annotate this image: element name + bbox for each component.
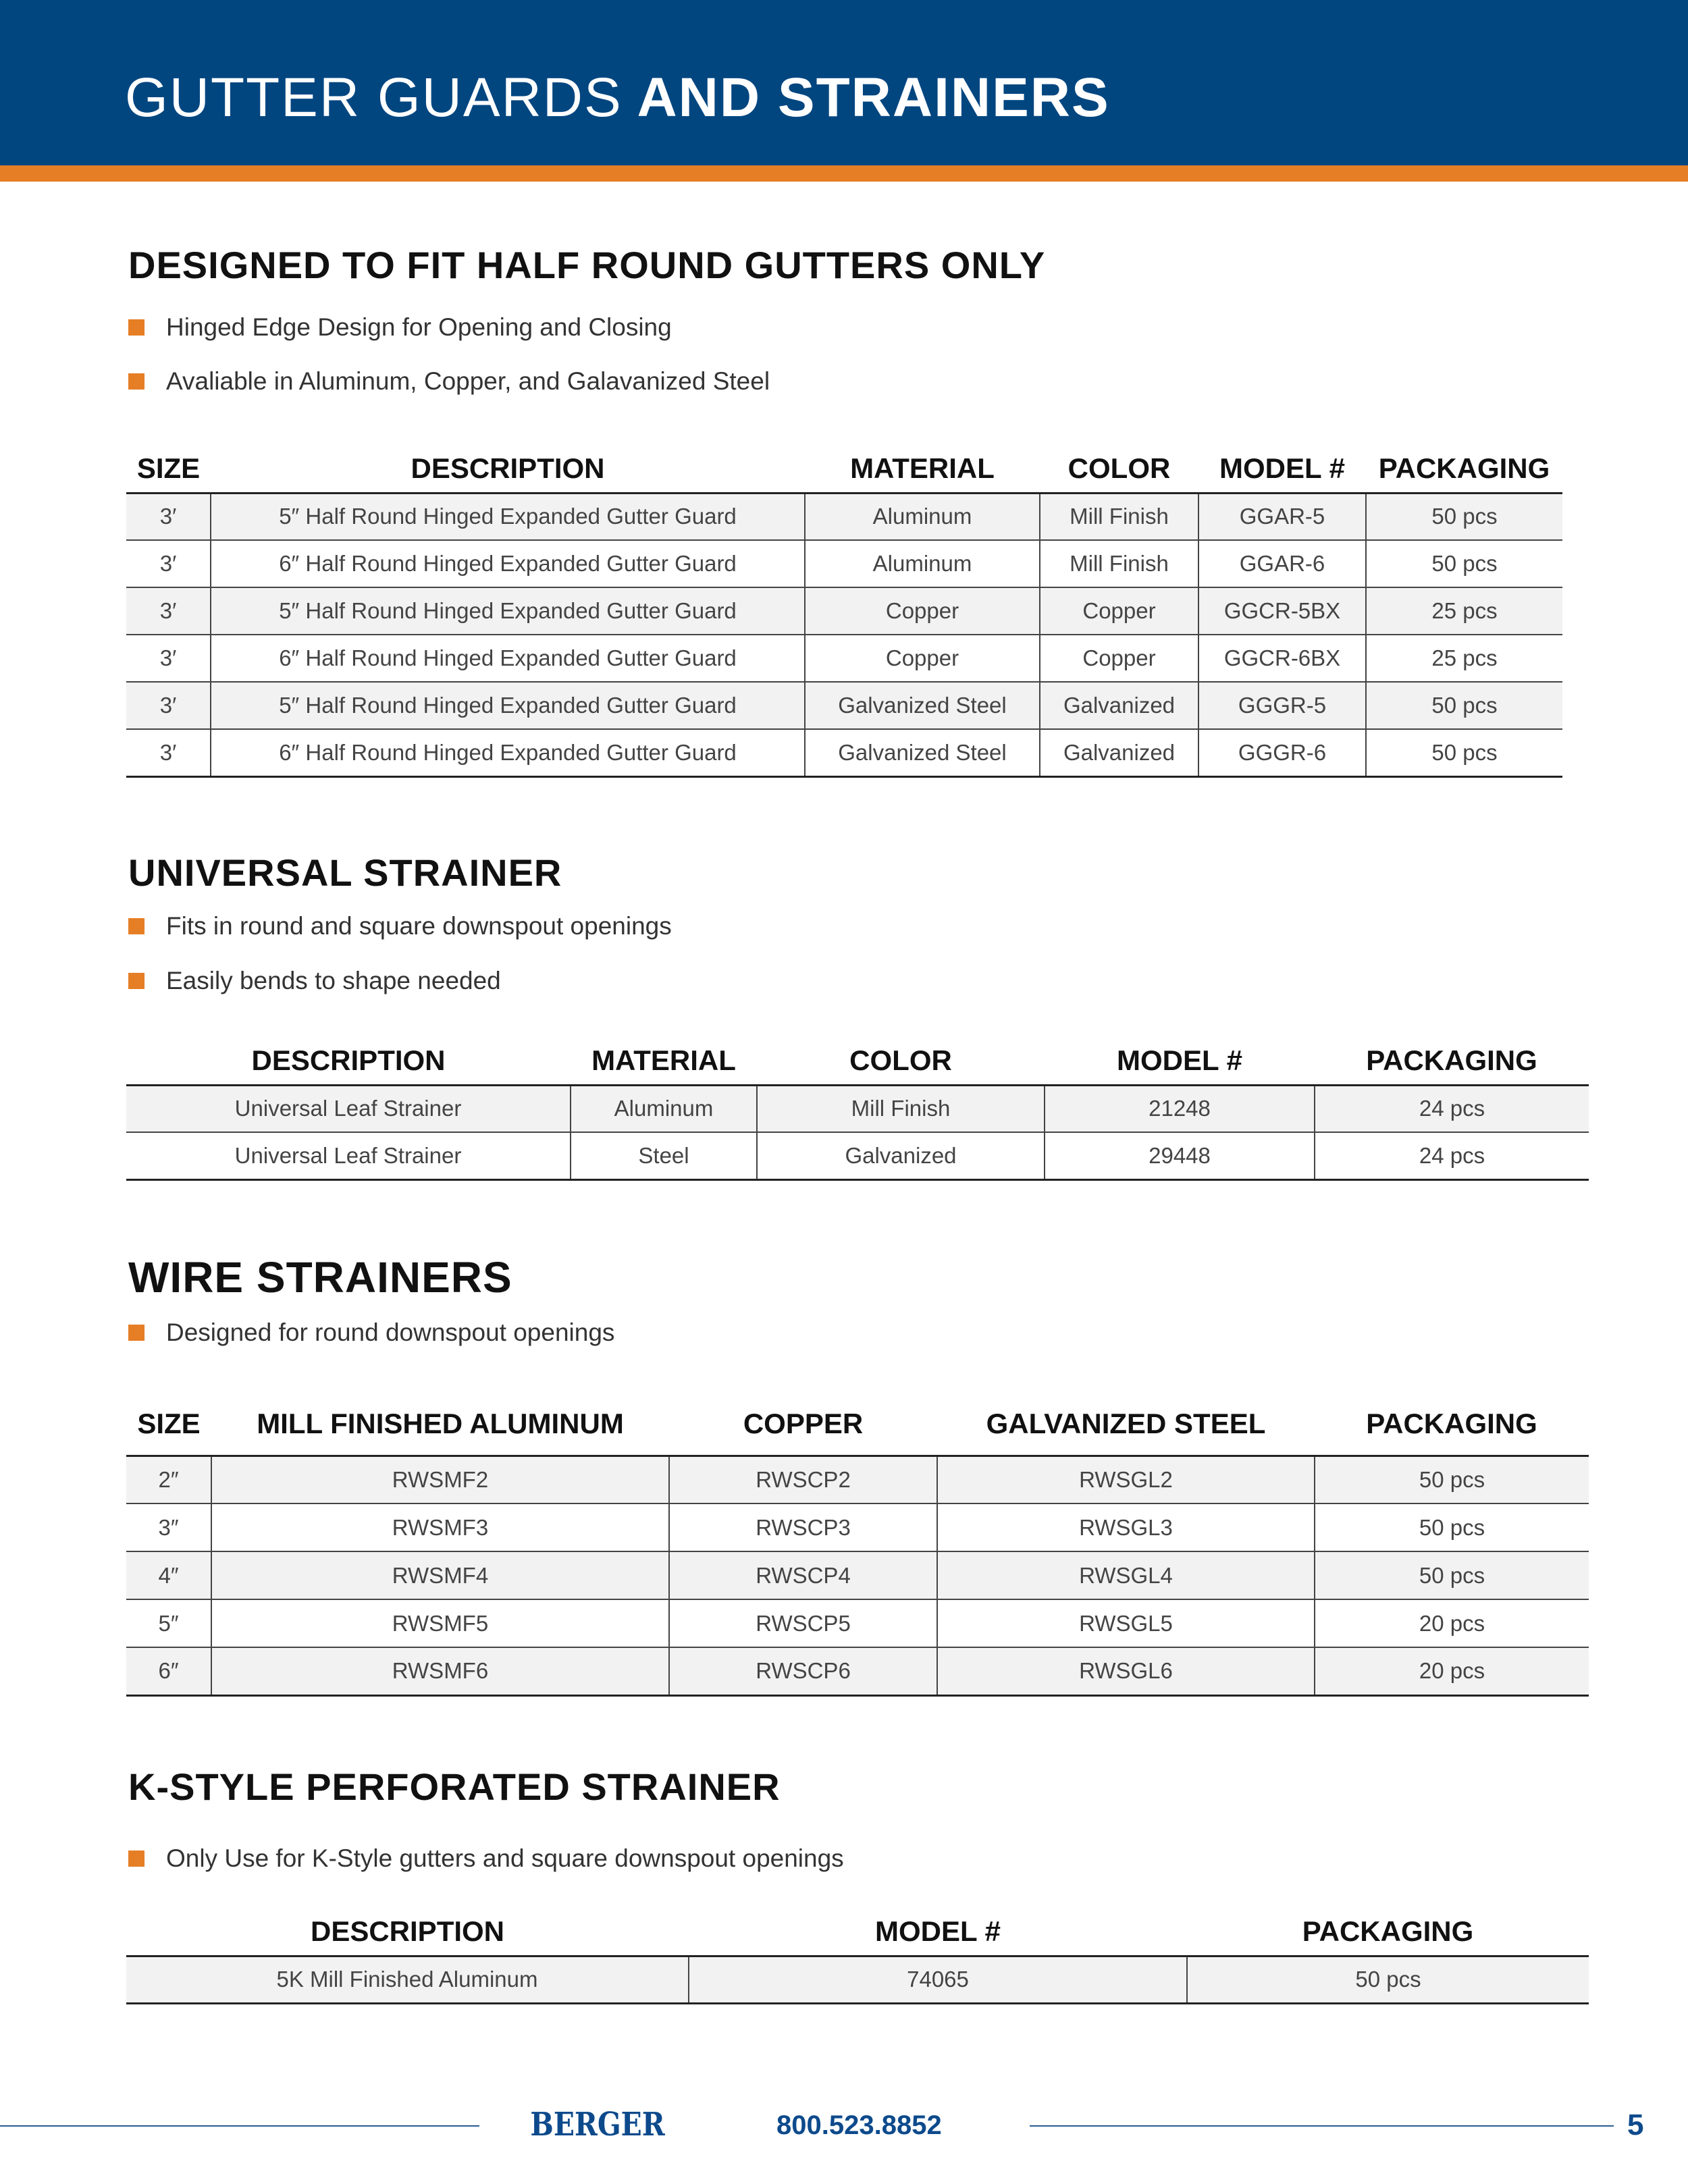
bullet-text: Avaliable in Aluminum, Copper, and Galavanized Steel (166, 367, 770, 395)
table-row (126, 1503, 1589, 1551)
cell-packaging: 24 pcs (1315, 1132, 1589, 1179)
column-header-description: DESCRIPTION (126, 1909, 689, 1956)
cell-galvanized-model: RWSGL2 (937, 1456, 1315, 1503)
table-header-row (126, 1393, 1589, 1456)
cell-description: 5″ Half Round Hinged Expanded Gutter Guard (211, 493, 805, 540)
cell-material: Aluminum (805, 493, 1040, 540)
cell-packaging: 20 pcs (1315, 1599, 1589, 1647)
cell-aluminum-model: RWSMF4 (211, 1551, 669, 1599)
cell-model: GGAR-5 (1198, 493, 1366, 540)
cell-packaging: 50 pcs (1366, 540, 1562, 587)
cell-aluminum-model: RWSMF3 (211, 1503, 669, 1551)
cell-description: Universal Leaf Strainer (126, 1132, 571, 1179)
cell-size: 4″ (126, 1551, 211, 1599)
table-row (126, 1132, 1589, 1179)
universal-strainer-table (126, 1038, 1589, 1181)
bullet-item (128, 1842, 844, 1875)
page-number: 5 (1627, 2108, 1644, 2141)
section-heading-universal-strainer: UNIVERSAL STRAINER (128, 851, 562, 894)
column-header-description: DESCRIPTION (211, 446, 805, 493)
wire-strainers-table (126, 1393, 1589, 1697)
table-row (126, 682, 1562, 729)
section-heading-half-round: DESIGNED TO FIT HALF ROUND GUTTERS ONLY (128, 244, 1046, 286)
column-header-color: COLOR (757, 1038, 1045, 1085)
column-header-color: COLOR (1040, 446, 1198, 493)
cell-material: Aluminum (805, 540, 1040, 587)
table-row (126, 493, 1562, 540)
footer-phone-number: 800.523.8852 (776, 2110, 942, 2140)
cell-description: 5″ Half Round Hinged Expanded Gutter Guard (211, 587, 805, 635)
bullet-item (128, 964, 501, 998)
table-row (126, 1085, 1589, 1132)
cell-color: Mill Finish (757, 1085, 1045, 1132)
header-accent-stripe (0, 165, 1688, 182)
table-row (126, 729, 1562, 776)
column-header-material: MATERIAL (805, 446, 1040, 493)
table-row (126, 1599, 1589, 1647)
cell-model: 74065 (689, 1956, 1187, 2003)
footer-divider-right (1030, 2125, 1614, 2127)
cell-color: Copper (1040, 587, 1198, 635)
bullet-text: Easily bends to shape needed (166, 967, 501, 994)
cell-description: 6″ Half Round Hinged Expanded Gutter Guard (211, 729, 805, 776)
cell-packaging: 50 pcs (1366, 682, 1562, 729)
bullet-text: Only Use for K-Style gutters and square downspout openings (166, 1844, 844, 1872)
cell-size: 3′ (126, 540, 211, 587)
cell-model: GGGR-5 (1198, 682, 1366, 729)
cell-color: Mill Finish (1040, 493, 1198, 540)
column-header-galvanized-steel: GALVANIZED STEEL (937, 1393, 1315, 1456)
cell-galvanized-model: RWSGL5 (937, 1599, 1315, 1647)
table-row (126, 587, 1562, 635)
table-row (126, 1647, 1589, 1695)
column-header-copper: COPPER (669, 1393, 937, 1456)
cell-description: Universal Leaf Strainer (126, 1085, 571, 1132)
table-header-row (126, 1909, 1589, 1956)
cell-galvanized-model: RWSGL3 (937, 1503, 1315, 1551)
cell-size: 3′ (126, 729, 211, 776)
cell-color: Galvanized (757, 1132, 1045, 1179)
cell-packaging: 50 pcs (1187, 1956, 1589, 2003)
bullet-item (128, 365, 770, 398)
cell-color: Mill Finish (1040, 540, 1198, 587)
column-header-packaging: PACKAGING (1187, 1909, 1589, 1956)
cell-color: Galvanized (1040, 682, 1198, 729)
cell-packaging: 50 pcs (1366, 729, 1562, 776)
cell-model: GGGR-6 (1198, 729, 1366, 776)
column-header-description: DESCRIPTION (126, 1038, 571, 1085)
cell-packaging: 25 pcs (1366, 635, 1562, 682)
k-style-strainer-table (126, 1909, 1589, 2004)
table-row (126, 635, 1562, 682)
column-header-model: MODEL # (689, 1909, 1187, 1956)
table-header-row (126, 1038, 1589, 1085)
cell-model: GGCR-6BX (1198, 635, 1366, 682)
column-header-model: MODEL # (1045, 1038, 1315, 1085)
half-round-table (126, 446, 1562, 778)
cell-copper-model: RWSCP2 (669, 1456, 937, 1503)
column-header-mill-finished-aluminum: MILL FINISHED ALUMINUM (211, 1393, 669, 1456)
column-header-material: MATERIAL (571, 1038, 757, 1085)
bullet-item (128, 909, 672, 943)
column-header-model: MODEL # (1198, 446, 1366, 493)
cell-size: 3′ (126, 587, 211, 635)
cell-aluminum-model: RWSMF2 (211, 1456, 669, 1503)
cell-material: Galvanized Steel (805, 682, 1040, 729)
cell-color: Galvanized (1040, 729, 1198, 776)
cell-packaging: 25 pcs (1366, 587, 1562, 635)
table-header-row (126, 446, 1562, 493)
bullet-square-icon (128, 1325, 144, 1341)
cell-material: Galvanized Steel (805, 729, 1040, 776)
cell-material: Aluminum (571, 1085, 757, 1132)
bullet-square-icon (128, 1850, 144, 1867)
column-header-packaging: PACKAGING (1315, 1393, 1589, 1456)
column-header-packaging: PACKAGING (1366, 446, 1562, 493)
cell-description: 6″ Half Round Hinged Expanded Gutter Guard (211, 540, 805, 587)
cell-color: Copper (1040, 635, 1198, 682)
footer-divider-left (0, 2125, 479, 2127)
cell-packaging: 20 pcs (1315, 1647, 1589, 1695)
cell-galvanized-model: RWSGL6 (937, 1647, 1315, 1695)
cell-material: Steel (571, 1132, 757, 1179)
cell-description: 5K Mill Finished Aluminum (126, 1956, 689, 2003)
cell-model: 29448 (1045, 1132, 1315, 1179)
column-header-size: SIZE (126, 1393, 211, 1456)
page-title-bold: AND STRAINERS (637, 67, 1110, 128)
cell-model: 21248 (1045, 1085, 1315, 1132)
cell-packaging: 24 pcs (1315, 1085, 1589, 1132)
cell-material: Copper (805, 587, 1040, 635)
cell-size: 3′ (126, 635, 211, 682)
table-row (126, 1551, 1589, 1599)
bullet-text: Designed for round downspout openings (166, 1319, 615, 1346)
table-row (126, 540, 1562, 587)
bullet-item (128, 1316, 614, 1350)
cell-packaging: 50 pcs (1366, 493, 1562, 540)
cell-size: 6″ (126, 1647, 211, 1695)
cell-aluminum-model: RWSMF6 (211, 1647, 669, 1695)
cell-size: 3′ (126, 493, 211, 540)
page-title (125, 64, 1110, 132)
cell-packaging: 50 pcs (1315, 1503, 1589, 1551)
bullet-square-icon (128, 973, 144, 989)
cell-packaging: 50 pcs (1315, 1456, 1589, 1503)
bullet-text: Hinged Edge Design for Opening and Closing (166, 313, 672, 341)
cell-size: 2″ (126, 1456, 211, 1503)
bullet-square-icon (128, 319, 144, 336)
table-row (126, 1456, 1589, 1503)
cell-description: 6″ Half Round Hinged Expanded Gutter Guard (211, 635, 805, 682)
column-header-packaging: PACKAGING (1315, 1038, 1589, 1085)
table-row (126, 1956, 1589, 2003)
cell-model: GGAR-6 (1198, 540, 1366, 587)
bullet-item (128, 311, 672, 344)
cell-copper-model: RWSCP3 (669, 1503, 937, 1551)
section-heading-k-style-strainer: K-STYLE PERFORATED STRAINER (128, 1765, 781, 1808)
cell-copper-model: RWSCP6 (669, 1647, 937, 1695)
column-header-size: SIZE (126, 446, 211, 493)
cell-galvanized-model: RWSGL4 (937, 1551, 1315, 1599)
cell-model: GGCR-5BX (1198, 587, 1366, 635)
cell-packaging: 50 pcs (1315, 1551, 1589, 1599)
cell-size: 3′ (126, 682, 211, 729)
cell-copper-model: RWSCP4 (669, 1551, 937, 1599)
bullet-square-icon (128, 373, 144, 390)
berger-logo: BERGER (530, 2106, 665, 2143)
cell-size: 5″ (126, 1599, 211, 1647)
cell-size: 3″ (126, 1503, 211, 1551)
cell-copper-model: RWSCP5 (669, 1599, 937, 1647)
cell-description: 5″ Half Round Hinged Expanded Gutter Guard (211, 682, 805, 729)
cell-aluminum-model: RWSMF5 (211, 1599, 669, 1647)
page-title-light: GUTTER GUARDS (125, 67, 623, 128)
bullet-text: Fits in round and square downspout openings (166, 912, 672, 940)
bullet-square-icon (128, 918, 144, 934)
section-heading-wire-strainers: WIRE STRAINERS (128, 1253, 512, 1302)
cell-material: Copper (805, 635, 1040, 682)
